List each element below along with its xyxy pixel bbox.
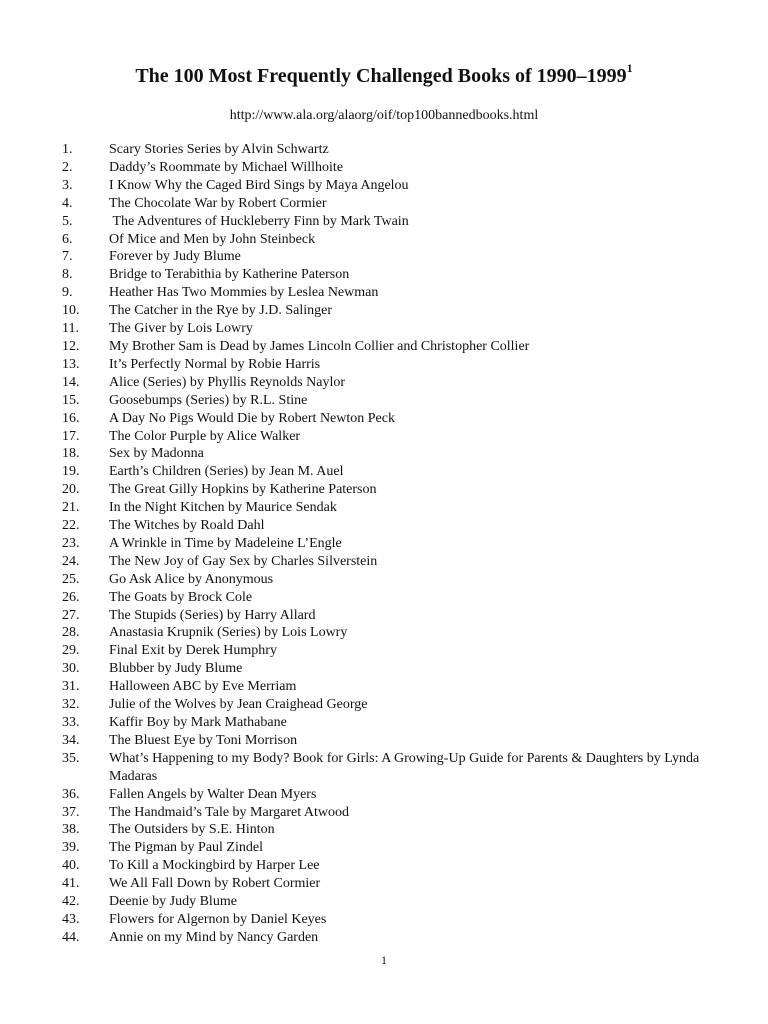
list-item	[0, 642, 768, 660]
list-item-text: Scary Stories Series by Alvin Schwartz	[109, 142, 329, 157]
list-item-number: 35.	[62, 750, 80, 766]
list-item	[0, 266, 768, 284]
list-item	[0, 320, 768, 338]
list-item-number: 12.	[62, 338, 80, 354]
list-item-text: The New Joy of Gay Sex by Charles Silverstein	[109, 553, 378, 569]
list-item	[0, 445, 768, 463]
list-item-number: 11.	[62, 321, 79, 337]
list-item-text: Annie on my Mind by Nancy Garden	[109, 929, 319, 945]
list-item-number: 18.	[62, 446, 80, 462]
list-item	[0, 248, 768, 266]
list-item-number: 28.	[62, 625, 80, 641]
list-item-number: 10.	[62, 303, 80, 319]
list-item-number: 34.	[62, 732, 80, 748]
list-item-number: 40.	[62, 858, 80, 874]
list-item-number: 9.	[62, 285, 73, 301]
list-item-text: The Catcher in the Rye by J.D. Salinger	[109, 303, 332, 319]
list-item-number: 4.	[62, 195, 73, 211]
list-item-number: 30.	[62, 661, 80, 677]
list-item-text: The Chocolate War by Robert Cormier	[109, 195, 327, 211]
list-item-text: Anastasia Krupnik (Series) by Lois Lowry	[109, 625, 348, 641]
list-item-number: 43.	[62, 911, 80, 927]
list-item-number: 2.	[62, 159, 73, 175]
list-item-text: Final Exit by Derek Humphry	[109, 643, 277, 659]
list-item	[0, 177, 768, 195]
list-item-text: The Stupids (Series) by Harry Allard	[109, 607, 316, 623]
list-item-number: 41.	[62, 876, 80, 892]
list-item-text: What’s Happening to my Body? Book for Girls: A Growing-Up Guide for Parents & Daughters by Lynda Madaras	[109, 750, 707, 784]
list-item-number: 33.	[62, 715, 80, 730]
list-item	[0, 499, 768, 517]
list-item-text: The Giver by Lois Lowry	[109, 321, 253, 337]
list-item	[0, 356, 768, 374]
list-item-number: 7.	[62, 249, 73, 265]
document-title-text: The 100 Most Frequently Challenged Books of 1990–1999	[135, 65, 627, 87]
list-item	[0, 589, 768, 607]
list-item	[0, 571, 768, 589]
list-item-text: My Brother Sam is Dead by James Lincoln Collier and Christopher Collier	[109, 338, 530, 354]
list-item-number: 3.	[62, 177, 73, 193]
list-item-text: It’s Perfectly Normal by Robie Harris	[109, 356, 321, 372]
list-item-text: Go Ask Alice by Anonymous	[109, 571, 274, 587]
list-item	[0, 804, 768, 822]
list-item-number: 27.	[62, 607, 80, 623]
list-item-text: Sex by Madonna	[109, 446, 204, 462]
title-footnote-marker: 1	[626, 61, 633, 76]
list-item	[0, 481, 768, 499]
list-item	[0, 893, 768, 911]
list-item	[0, 911, 768, 929]
list-item	[0, 392, 768, 410]
list-item-text: Deenie by Judy Blume	[109, 894, 237, 910]
list-item-number: 32.	[62, 697, 80, 713]
list-item-number: 13.	[62, 356, 80, 372]
list-item-text: The Bluest Eye by Toni Morrison	[109, 732, 298, 748]
list-item-number: 6.	[62, 231, 73, 247]
list-item	[0, 141, 768, 159]
list-item	[0, 875, 768, 893]
list-item-number: 25.	[62, 571, 80, 587]
list-item	[0, 213, 768, 231]
list-item-number: 22.	[62, 518, 80, 534]
list-item-text: A Day No Pigs Would Die by Robert Newton Peck	[109, 410, 395, 426]
list-item-text: In the Night Kitchen by Maurice Sendak	[109, 500, 337, 516]
list-item	[0, 678, 768, 696]
list-item-text: A Wrinkle in Time by Madeleine L’Engle	[109, 535, 342, 551]
list-item	[0, 302, 768, 320]
list-item-number: 44.	[62, 929, 80, 945]
list-item-number: 38.	[62, 822, 80, 838]
list-item-number: 14.	[62, 374, 80, 390]
list-item-text: Daddy’s Roommate by Michael Willhoite	[109, 159, 344, 175]
list-item-text: We All Fall Down by Robert Cormier	[109, 876, 321, 892]
list-item-number: 1.	[62, 142, 73, 157]
list-item	[0, 660, 768, 678]
list-item-number: 42.	[62, 894, 80, 910]
list-item-number: 31.	[62, 679, 80, 695]
list-item-text: The Goats by Brock Cole	[109, 589, 253, 605]
list-item-number: 26.	[62, 589, 80, 605]
source-url: http://www.ala.org/alaorg/oif/top100bannedbooks.html	[229, 108, 539, 123]
list-item-number: 37.	[62, 804, 80, 820]
list-item-number: 24.	[62, 553, 80, 569]
list-item	[0, 786, 768, 804]
list-item	[0, 857, 768, 875]
list-item-number: 21.	[62, 500, 80, 516]
list-item-text: I Know Why the Caged Bird Sings by Maya Angelou	[109, 177, 409, 193]
list-item	[0, 463, 768, 481]
list-item	[0, 195, 768, 213]
list-item	[0, 929, 768, 947]
list-item-number: 16.	[62, 410, 80, 426]
list-item-text: Flowers for Algernon by Daniel Keyes	[109, 911, 327, 927]
list-item	[0, 714, 768, 732]
page-number: 1	[381, 953, 387, 967]
list-item	[0, 732, 768, 750]
list-item-number: 15.	[62, 392, 80, 408]
list-item-text: The Color Purple by Alice Walker	[109, 428, 301, 444]
list-item	[0, 821, 768, 839]
list-item	[0, 517, 768, 535]
document-title	[0, 61, 768, 88]
list-item	[0, 374, 768, 392]
list-item	[0, 839, 768, 857]
list-item	[0, 428, 768, 446]
list-item-text: The Witches by Roald Dahl	[109, 518, 265, 534]
list-item	[0, 750, 768, 786]
list-item-text: The Outsiders by S.E. Hinton	[109, 822, 275, 838]
list-item-number: 23.	[62, 535, 80, 551]
list-item-text: Alice (Series) by Phyllis Reynolds Naylor	[109, 374, 346, 390]
list-item-text: The Adventures of Huckleberry Finn by Mark Twain	[109, 213, 409, 229]
list-item	[0, 231, 768, 249]
list-item-number: 36.	[62, 786, 80, 802]
list-item	[0, 535, 768, 553]
list-item	[0, 696, 768, 714]
book-list	[0, 141, 768, 947]
list-item-text: Of Mice and Men by John Steinbeck	[109, 231, 316, 247]
list-item-number: 17.	[62, 428, 80, 444]
list-item-text: Halloween ABC by Eve Merriam	[109, 679, 297, 695]
list-item-text: Goosebumps (Series) by R.L. Stine	[109, 392, 308, 408]
list-item-number: 39.	[62, 840, 80, 856]
list-item-text: Kaffir Boy by Mark Mathabane	[109, 715, 287, 730]
list-item-text: Forever by Judy Blume	[109, 249, 241, 265]
list-item-number: 20.	[62, 482, 80, 498]
list-item	[0, 607, 768, 625]
list-item-text: Blubber by Judy Blume	[109, 661, 243, 677]
list-item-text: To Kill a Mockingbird by Harper Lee	[109, 858, 320, 874]
list-item	[0, 410, 768, 428]
list-item-text: Julie of the Wolves by Jean Craighead George	[109, 697, 368, 713]
list-item-text: The Great Gilly Hopkins by Katherine Paterson	[109, 482, 377, 498]
list-item	[0, 159, 768, 177]
list-item-text: Heather Has Two Mommies by Leslea Newman	[109, 285, 379, 301]
list-item	[0, 338, 768, 356]
list-item-number: 19.	[62, 464, 80, 480]
list-item-number: 29.	[62, 643, 80, 659]
list-item	[0, 284, 768, 302]
list-item-text: The Handmaid’s Tale by Margaret Atwood	[109, 804, 349, 820]
list-item-text: Earth’s Children (Series) by Jean M. Auel	[109, 464, 344, 480]
list-item-text: The Pigman by Paul Zindel	[109, 840, 263, 856]
list-item-text: Fallen Angels by Walter Dean Myers	[109, 786, 317, 802]
list-item	[0, 624, 768, 642]
list-item-text: Bridge to Terabithia by Katherine Paterson	[109, 267, 350, 283]
list-item-number: 8.	[62, 267, 73, 283]
list-item	[0, 553, 768, 571]
list-item-number: 5.	[62, 213, 73, 229]
